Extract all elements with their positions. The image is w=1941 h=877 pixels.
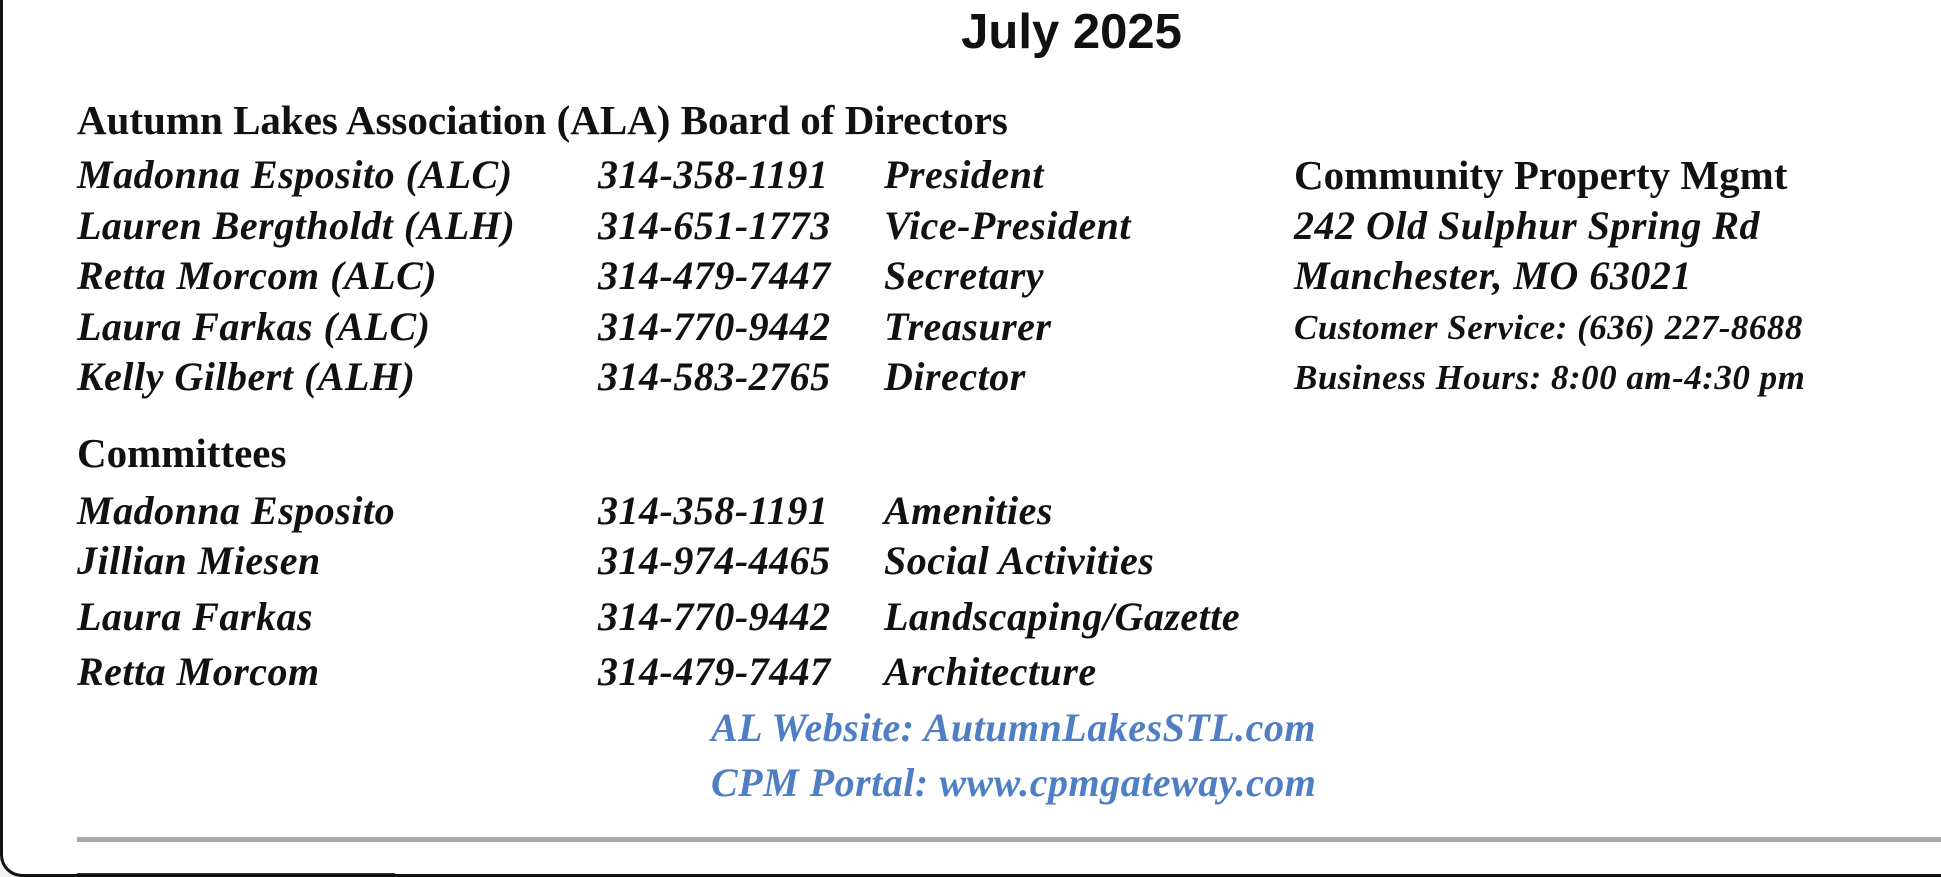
committee-member-name: Madonna Esposito — [77, 488, 396, 533]
board-member-name: Lauren Bergtholdt (ALH) — [77, 203, 516, 248]
page-title: July 2025 — [961, 5, 1182, 59]
committee-member-name: Retta Morcom — [77, 649, 320, 694]
board-member-phone: 314-358-1191 — [598, 152, 829, 197]
committee-member-role: Architecture — [884, 649, 1097, 694]
board-member-role: Director — [884, 354, 1026, 399]
committee-member-role: Amenities — [884, 488, 1053, 533]
board-member-name: Madonna Esposito (ALC) — [77, 152, 513, 197]
committee-member-role: Landscaping/Gazette — [884, 594, 1241, 639]
committee-member-phone: 314-479-7447 — [598, 649, 831, 694]
board-member-role: Secretary — [884, 253, 1045, 298]
horizontal-divider — [77, 837, 1941, 842]
committee-member-phone: 314-770-9442 — [598, 594, 831, 639]
board-member-phone: 314-583-2765 — [598, 354, 831, 399]
board-member-phone: 314-770-9442 — [598, 304, 831, 349]
board-member-phone: 314-479-7447 — [598, 253, 831, 298]
board-member-role: President — [884, 152, 1045, 197]
committee-member-role: Social Activities — [884, 538, 1155, 583]
board-member-phone: 314-651-1773 — [598, 203, 831, 248]
board-member-name: Retta Morcom (ALC) — [77, 253, 438, 298]
portal-link[interactable]: CPM Portal: www.cpmgateway.com — [711, 760, 1317, 805]
committee-member-phone: 314-974-4465 — [598, 538, 831, 583]
committees-heading: Committees — [77, 430, 287, 476]
committee-member-name: Laura Farkas — [77, 594, 314, 639]
board-member-name: Laura Farkas (ALC) — [77, 304, 431, 349]
management-address-line2: Manchester, MO 63021 — [1294, 253, 1692, 298]
website-link[interactable]: AL Website: AutumnLakesSTL.com — [711, 705, 1317, 750]
image-top-edge — [77, 873, 395, 877]
business-hours: Business Hours: 8:00 am-4:30 pm — [1294, 358, 1806, 397]
customer-service: Customer Service: (636) 227-8688 — [1294, 308, 1803, 347]
board-heading: Autumn Lakes Association (ALA) Board of Directors — [77, 97, 1008, 143]
committee-member-name: Jillian Miesen — [77, 538, 321, 583]
board-member-role: Vice-President — [884, 203, 1131, 248]
management-heading: Community Property Mgmt — [1294, 152, 1788, 198]
board-member-role: Treasurer — [884, 304, 1052, 349]
management-address-line1: 242 Old Sulphur Spring Rd — [1294, 203, 1761, 248]
board-member-name: Kelly Gilbert (ALH) — [77, 354, 416, 399]
committee-member-phone: 314-358-1191 — [598, 488, 829, 533]
